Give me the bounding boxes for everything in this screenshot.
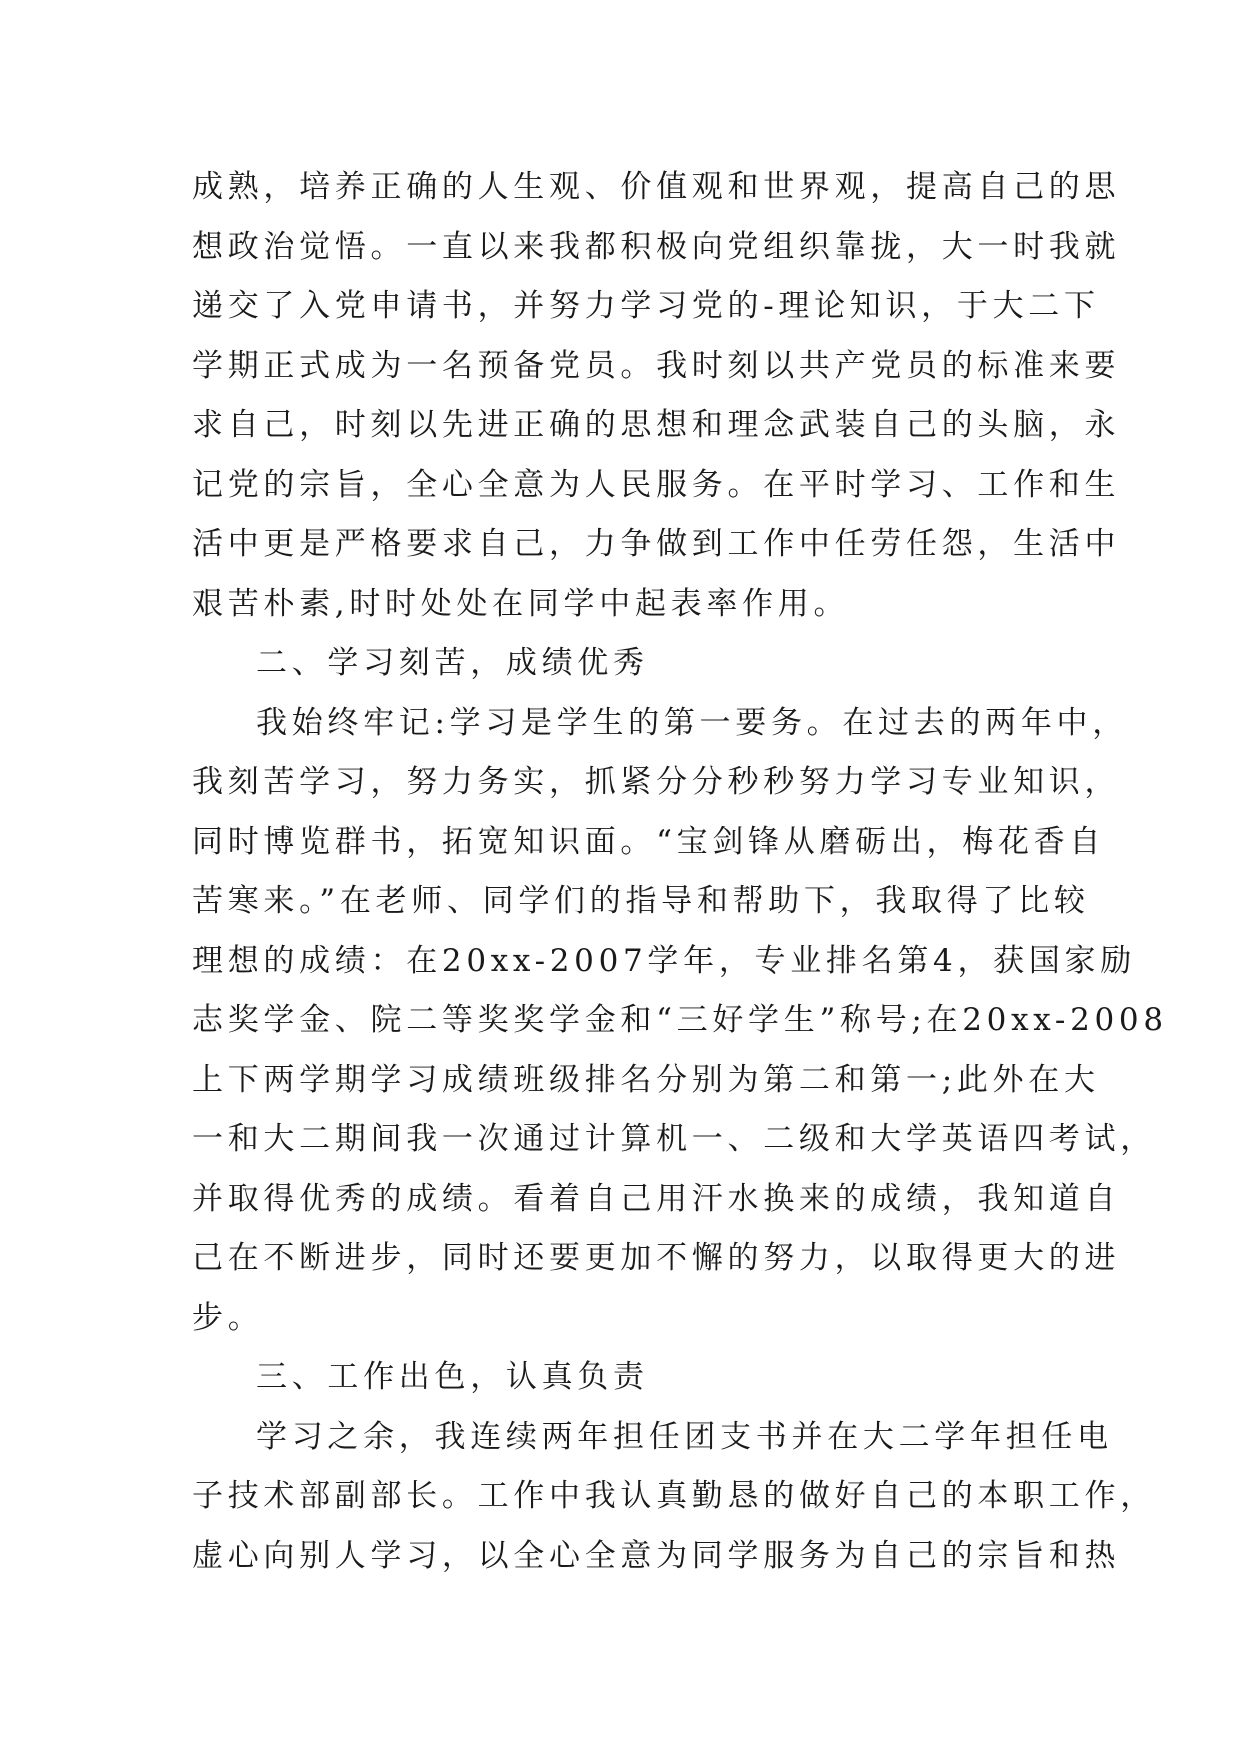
document-body [192,158,1168,1586]
text-line: 求自己，时刻以先进正确的思想和理念武装自己的头脑，永 [192,407,1121,443]
text-line: 同时博览群书，拓宽知识面。“宝剑锋从磨砺出，梅花香自 [192,823,1106,860]
paragraph-start: 学习之余，我连续两年担任团支书并在大二学年担任电 [256,1418,1113,1455]
text-line: 递交了入党申请书，并努力学习党的-理论知识，于大二下 [192,288,1100,324]
text-line: 虚心向别人学习，以全心全意为同学服务为自己的宗旨和热 [192,1537,1121,1574]
text-line: 想政治觉悟。一直以来我都积极向党组织靠拢，大一时我就 [192,228,1121,265]
section-heading: 二、学习刻苦，成绩优秀 [256,645,649,681]
text-line: 步。 [192,1299,264,1336]
text-line: 子技术部副部长。工作中我认真勤恳的做好自己的本职工作， [192,1478,1156,1514]
text-line: 艰苦朴素,时时处处在同学中起表率作用。 [192,585,850,622]
paragraph-start: 我始终牢记:学习是学生的第一要务。在过去的两年中， [256,704,1128,741]
section-heading: 三、工作出色，认真负责 [256,1359,649,1395]
text-line: 苦寒来。”在老师、同学们的指导和帮助下，我取得了比较 [192,883,1090,919]
text-line: 学期正式成为一名预备党员。我时刻以共产党员的标准来要 [192,347,1121,384]
text-line: 志奖学金、院二等奖奖学金和“三好学生”称号;在20xx-2008 [192,1002,1168,1038]
text-line: 理想的成绩：在20xx-2007学年，专业排名第4，获国家励 [192,942,1136,979]
text-line: 记党的宗旨，全心全意为人民服务。在平时学习、工作和生 [192,466,1121,503]
text-line: 己在不断进步，同时还要更加不懈的努力，以取得更大的进 [192,1240,1121,1276]
text-line: 活中更是严格要求自己，力争做到工作中任劳任怨，生活中 [192,526,1121,562]
text-line: 成熟，培养正确的人生观、价值观和世界观，提高自己的思 [192,169,1121,205]
text-line: 并取得优秀的成绩。看着自己用汗水换来的成绩，我知道自 [192,1180,1121,1217]
text-line: 上下两学期学习成绩班级排名分别为第二和第一;此外在大 [192,1061,1100,1098]
text-line: 我刻苦学习，努力务实，抓紧分分秒秒努力学习专业知识， [192,764,1121,800]
text-line: 一和大二期间我一次通过计算机一、二级和大学英语四考试， [192,1121,1156,1157]
